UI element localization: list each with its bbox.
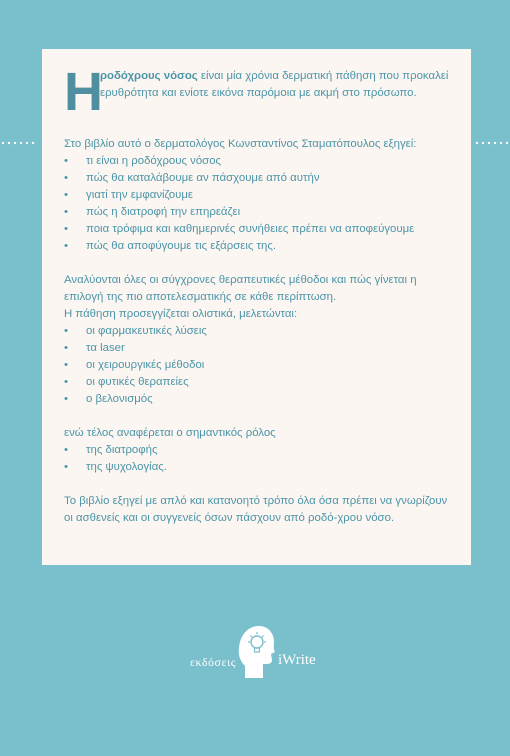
list-item: • πώς θα αποφύγουμε τις εξάρσεις της. xyxy=(64,238,454,255)
section3-list xyxy=(64,442,454,476)
intro-bold: ροδόχρους νόσος xyxy=(100,70,198,82)
drop-cap: Η xyxy=(64,62,103,122)
text-panel xyxy=(42,49,471,565)
section2-lead2: Η πάθηση προσεγγίζεται ολιστικά, μελετώνται: xyxy=(64,308,298,320)
list-item: • ποια τρόφιμα και καθημερινές συνήθειες πρέπει να αποφεύγουμε xyxy=(64,221,454,238)
list-item: • της διατροφής xyxy=(64,442,454,459)
intro-paragraph xyxy=(64,62,454,122)
head-lightbulb-icon xyxy=(237,620,275,680)
list-item: • πώς η διατροφή την επηρεάζει xyxy=(64,204,454,221)
dotted-line-left xyxy=(0,141,36,145)
list-item: • πώς θα καταλάβουμε αν πάσχουμε από αυτήν xyxy=(64,170,454,187)
back-cover-text xyxy=(64,62,454,527)
intro-text xyxy=(100,68,454,102)
section1-list xyxy=(64,153,454,255)
publisher-logo xyxy=(0,605,510,705)
section1-lead: Στο βιβλίο αυτό ο δερματολόγος Κωνσταντίνος Σταματόπουλος εξηγεί: xyxy=(64,138,417,150)
closing-paragraph: Το βιβλίο εξηγεί με απλό και κατανοητό τρόπο όλα όσα πρέπει να γνωρίζουν οι ασθενείς και οι συγγενείς όσων πάσχουν από ροδό-χρου νόσο. xyxy=(64,495,448,524)
publisher-label-right: iWrite xyxy=(278,652,316,668)
list-item: • της ψυχολογίας. xyxy=(64,459,454,476)
list-item: • τα laser xyxy=(64,340,454,357)
dotted-line-right xyxy=(474,141,510,145)
section2-list xyxy=(64,323,454,408)
section2-lead: Αναλύονται όλες οι σύγχρονες θεραπευτικές μέθοδοι και πώς γίνεται η επιλογή της πιο αποτελεσματικής σε κάθε περίπτωση. xyxy=(64,274,417,303)
list-item: • οι χειρουργικές μέθοδοι xyxy=(64,357,454,374)
publisher-label-left: εκδόσεις xyxy=(190,655,236,669)
list-item: • τι είναι η ροδόχρους νόσος xyxy=(64,153,454,170)
list-item: • οι φαρμακευτικές λύσεις xyxy=(64,323,454,340)
list-item: • οι φυτικές θεραπείες xyxy=(64,374,454,391)
list-item: • ο βελονισμός xyxy=(64,391,454,408)
list-item: • γιατί την εμφανίζουμε xyxy=(64,187,454,204)
section3-lead: ενώ τέλος αναφέρεται ο σημαντικός ρόλος xyxy=(64,427,276,439)
intro-rest: είναι μία χρόνια δερματική πάθηση που προκαλεί ερυθρότητα και ενίοτε εικόνα παρόμοια με ακμή στο πρόσωπο. xyxy=(100,70,449,99)
